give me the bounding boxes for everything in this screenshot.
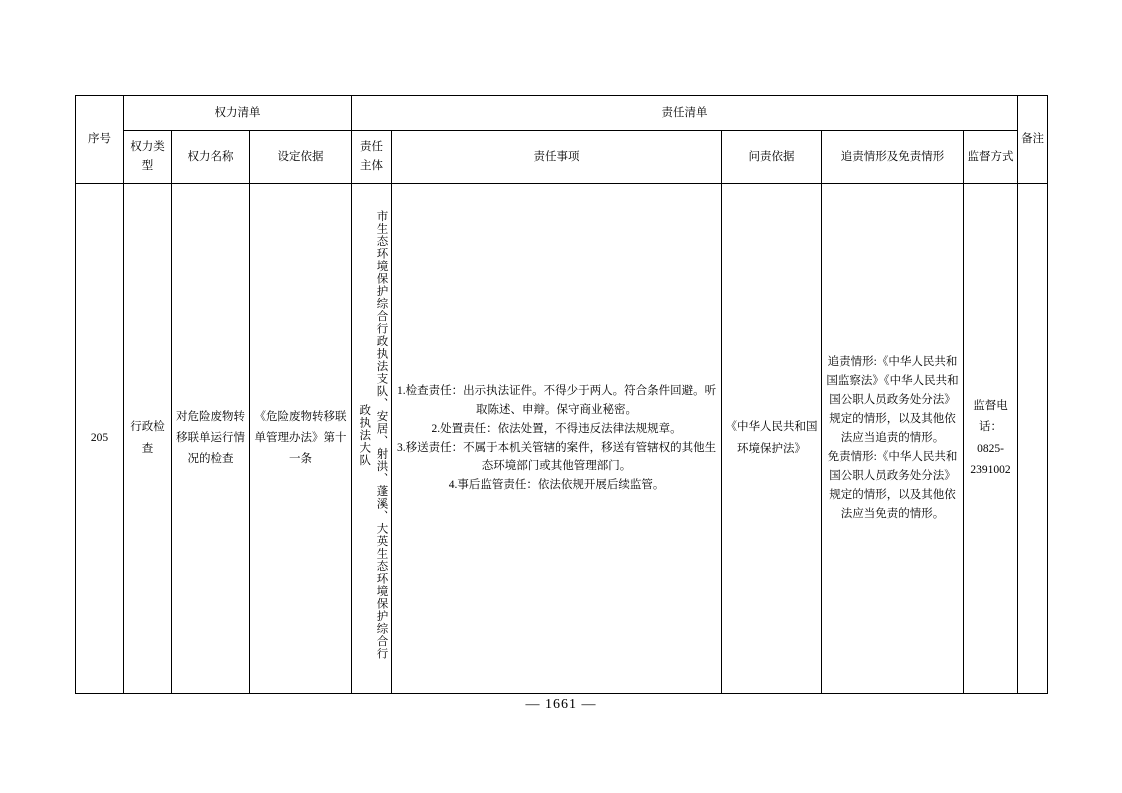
page-number: — 1661 — bbox=[525, 697, 597, 712]
header-basis: 设定依据 bbox=[250, 131, 352, 184]
table-header-row-group bbox=[76, 96, 1048, 131]
cell-duty-subject: 市生态环境保护综合行政执法支队、安居、射洪、蓬溪、大英生态环境保护综合行政执法大队 bbox=[352, 184, 392, 694]
cell-supervision: 监督电话：0825-2391002 bbox=[964, 184, 1018, 694]
header-index: 序号 bbox=[76, 96, 124, 184]
header-power-name: 权力名称 bbox=[172, 131, 250, 184]
cell-power-type: 行政检查 bbox=[124, 184, 172, 694]
power-and-duty-list-table bbox=[75, 95, 1048, 694]
cell-remark bbox=[1018, 184, 1048, 694]
header-accountability-basis: 问责依据 bbox=[722, 131, 822, 184]
header-power-type: 权力类型 bbox=[124, 131, 172, 184]
header-remark: 备注 bbox=[1018, 96, 1048, 184]
cell-power-name: 对危险废物转移联单运行情况的检查 bbox=[172, 184, 250, 694]
header-group-power-list: 权力清单 bbox=[124, 96, 352, 131]
cell-accountability-basis: 《中华人民共和国环境保护法》 bbox=[722, 184, 822, 694]
table-row bbox=[76, 184, 1048, 694]
header-group-duty-list: 责任清单 bbox=[352, 96, 1018, 131]
cell-accountability-and-exemption: 追责情形:《中华人民共和国监察法》《中华人民共和国公职人员政务处分法》规定的情形，以及其他依法应当追责的情形。 免责情形:《中华人民共和国公职人员政务处分法》规定的情形，以及其他依法应当免责的情形。 bbox=[822, 184, 964, 694]
header-accountability-and-exemption: 追责情形及免责情形 bbox=[822, 131, 964, 184]
cell-basis: 《危险废物转移联单管理办法》第十一条 bbox=[250, 184, 352, 694]
header-supervision: 监督方式 bbox=[964, 131, 1018, 184]
header-duty-items: 责任事项 bbox=[392, 131, 722, 184]
header-duty-subject: 责任主体 bbox=[352, 131, 392, 184]
cell-duty-items: 1.检查责任：出示执法证件。不得少于两人。符合条件回避。听取陈述、申辩。保守商业秘密。 2.处置责任：依法处置，不得违反法律法规规章。 3.移送责任：不属于本机关管辖的案件，移送有管辖权的其他生态环境部门或其他管理部门。 4.事后监管责任：依法依规开展后续监管。 bbox=[392, 184, 722, 694]
cell-index: 205 bbox=[76, 184, 124, 694]
table-header-row-columns bbox=[76, 131, 1048, 184]
